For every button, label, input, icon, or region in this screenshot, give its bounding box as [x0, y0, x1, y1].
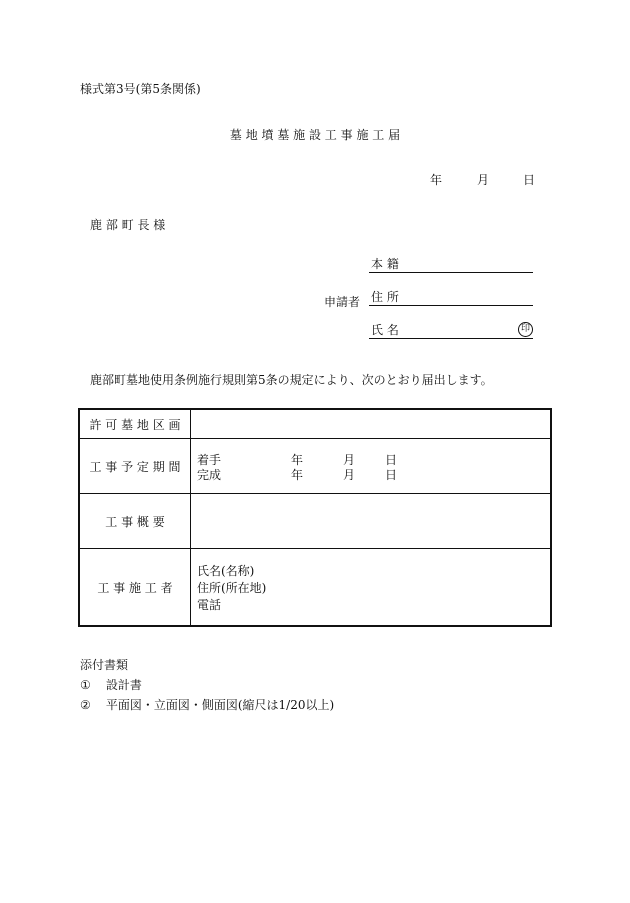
- table-row: [79, 549, 551, 627]
- construction-summary-value: [191, 494, 552, 549]
- attachment-item: [80, 696, 334, 713]
- date-day-label: 日: [523, 173, 536, 187]
- period-end-line: [197, 466, 550, 481]
- start-year-label: 年: [291, 453, 304, 467]
- addressee: 鹿 部 町 長 様: [90, 218, 166, 232]
- notification-table: [78, 408, 552, 627]
- start-day-label: 日: [385, 453, 398, 467]
- permitted-plot-value: [191, 409, 552, 439]
- end-day-label: 日: [385, 468, 398, 482]
- honseki-field: [369, 258, 533, 273]
- attachment-item: [80, 676, 142, 693]
- contractor-address-label: 住所(所在地): [197, 580, 267, 595]
- statement-text: 鹿部町墓地使用条例施行規則第5条の規定により、次のとおり届出します。: [90, 373, 493, 387]
- attachments-title: 添付書類: [80, 658, 129, 672]
- end-month-label: 月: [343, 468, 356, 482]
- table-row: [79, 439, 551, 494]
- contractor-label: 工 事 施 工 者: [79, 549, 191, 627]
- construction-summary-label: 工 事 概 要: [79, 494, 191, 549]
- shimei-label: 氏 名: [371, 323, 399, 337]
- attachment-text: 平面図・立面図・側面図(縮尺は1/20以上): [105, 698, 335, 712]
- end-label: 完成: [197, 468, 222, 482]
- form-number: 様式第3号(第5条関係): [80, 82, 201, 96]
- seal-mark: 印: [518, 322, 533, 337]
- jusho-field: [369, 291, 533, 306]
- period-start-line: [197, 451, 550, 466]
- table-row: [79, 494, 551, 549]
- contractor-name-label: 氏名(名称): [197, 563, 255, 578]
- contractor-phone-label: 電話: [197, 597, 222, 612]
- construction-period-label: 工 事 予 定 期 間: [79, 439, 191, 494]
- attachment-text: 設計書: [105, 678, 142, 692]
- date-month-label: 月: [477, 173, 490, 187]
- honseki-label: 本 籍: [371, 257, 399, 271]
- contractor-value: [191, 549, 552, 627]
- jusho-label: 住 所: [371, 290, 399, 304]
- attachment-number: ②: [80, 698, 91, 712]
- date-year-label: 年: [430, 173, 443, 187]
- attachment-number: ①: [80, 678, 91, 692]
- end-year-label: 年: [291, 468, 304, 482]
- permitted-plot-label: 許 可 墓 地 区 画: [79, 409, 191, 439]
- document-title: 墓 地 墳 墓 施 設 工 事 施 工 届: [229, 128, 401, 142]
- start-month-label: 月: [343, 453, 356, 467]
- applicant-label: 申請者: [324, 295, 361, 309]
- construction-period-value: [191, 439, 552, 494]
- shimei-field: [369, 324, 533, 339]
- table-row: [79, 409, 551, 439]
- start-label: 着手: [197, 453, 222, 467]
